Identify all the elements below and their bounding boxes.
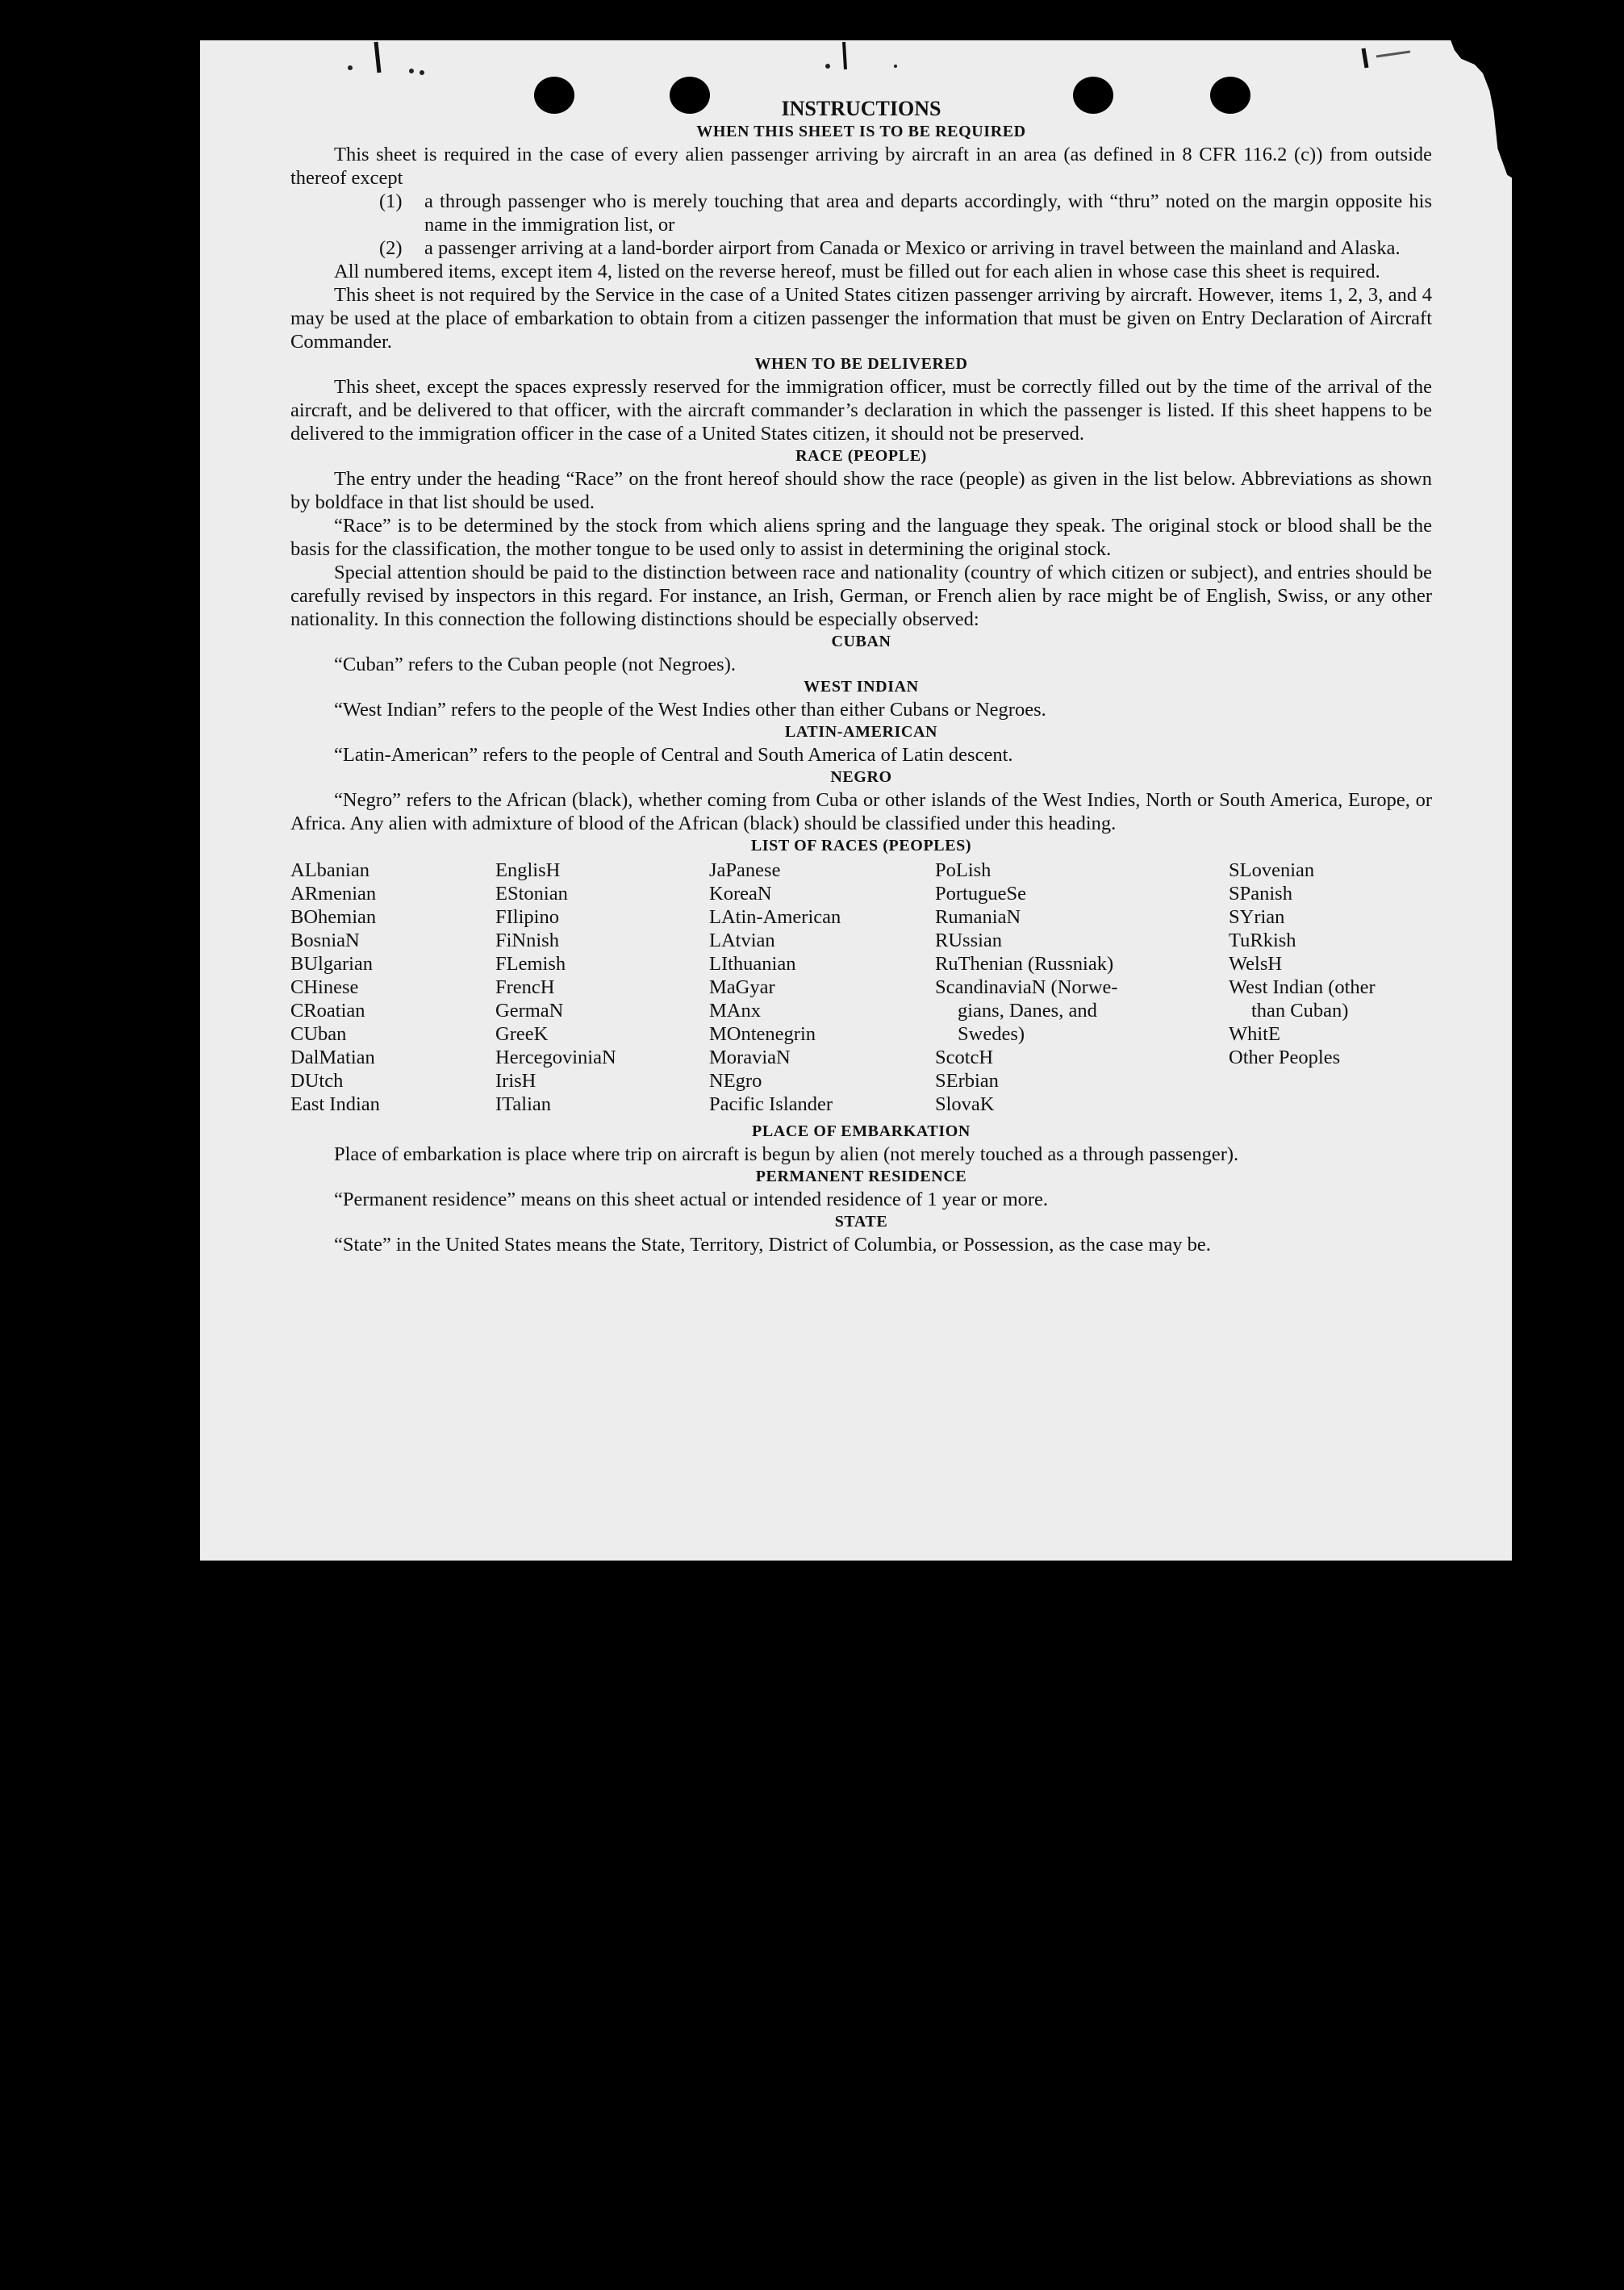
race-entry: CUban — [290, 1023, 347, 1045]
heading-permanent-residence: PERMANENT RESIDENCE — [755, 1168, 967, 1185]
race-paragraph-2: “Race” is to be determined by the stock from which aliens spring and the language they speak. The original stock or blood shall be the basis for the classification, the mother tongue to be used only to assist in determining the original stock. — [290, 515, 1432, 560]
numbered-items-paragraph: All numbered items, except item 4, listed on the reverse hereof, must be filled out for each alien in whose case this sheet is required. — [334, 261, 1380, 282]
embarkation-definition: Place of embarkation is place where trip on aircraft is begun by alien (not merely touched as a through passenger). — [334, 1143, 1239, 1165]
race-entry: RuThenian (Russniak) — [935, 953, 1114, 975]
cuban-definition: “Cuban” refers to the Cuban people (not Negroes). — [334, 654, 736, 675]
race-entry: WhitE — [1229, 1023, 1280, 1045]
document-sheet — [200, 40, 1512, 1561]
race-entry: ScotcH — [935, 1047, 994, 1068]
race-entry: SErbian — [935, 1070, 999, 1092]
exception-item-2 — [290, 236, 1432, 260]
race-entry: MAnx — [709, 1000, 761, 1022]
race-entry: JaPanese — [709, 859, 781, 881]
delivered-paragraph: This sheet, except the spaces expressly reserved for the immigration officer, must be correctly filled out by the time of the arrival of the aircraft, and be delivered to that officer, with the aircraft commander’s declaration in which the passenger is listed. If this sheet happens to be delivered to the immigration officer in the case of a United States citizen, it should not be preserved. — [290, 376, 1432, 445]
exception-text: a passenger arriving at a land-border airport from Canada or Mexico or arriving in travel between the mainland and Alaska. — [424, 237, 1401, 259]
heading-latin-american: LATIN-AMERICAN — [784, 723, 938, 741]
exception-text: a through passenger who is merely touching that area and departs accordingly, with “thru” noted on the margin opposite his name in the immigration list, or — [424, 190, 1432, 236]
race-entry: HercegoviniaN — [495, 1047, 616, 1068]
race-entry: EnglisH — [495, 859, 561, 881]
residence-definition: “Permanent residence” means on this sheet actual or intended residence of 1 year or more. — [334, 1189, 1049, 1210]
race-entry: LAtin-American — [709, 906, 841, 928]
race-entry: FiNnish — [495, 930, 559, 951]
heading-when-required: WHEN THIS SHEET IS TO BE REQUIRED — [696, 123, 1026, 140]
race-entry: ITalian — [495, 1093, 552, 1115]
race-entry: ScandinaviaN (Norwe- — [935, 976, 1118, 998]
races-column-5 — [1229, 859, 1432, 1116]
heading-race: RACE (PEOPLE) — [795, 447, 927, 465]
required-intro: This sheet is required in the case of every alien passenger arriving by aircraft in an area (as defined in 8 CFR 116.2 (c)) from outside thereof except — [290, 144, 1432, 189]
race-entry: RUssian — [935, 930, 1003, 951]
race-entry: SYrian — [1229, 906, 1285, 928]
race-entry: ALbanian — [290, 859, 369, 881]
heading-when-delivered: WHEN TO BE DELIVERED — [754, 355, 968, 373]
race-entry: West Indian (other — [1229, 976, 1376, 998]
race-entry: SlovaK — [935, 1093, 995, 1115]
race-entry: FLemish — [495, 953, 566, 975]
race-entry: GermaN — [495, 1000, 564, 1022]
exception-number: (2) — [379, 237, 403, 259]
race-entry: ARmenian — [290, 883, 377, 905]
latin-american-definition: “Latin-American” refers to the people of Central and South America of Latin descent. — [334, 744, 1013, 766]
race-entry: MOntenegrin — [709, 1023, 816, 1045]
race-entry: PoLish — [935, 859, 992, 881]
race-entry: RumaniaN — [935, 906, 1021, 928]
race-entry: Swedes) — [958, 1023, 1025, 1045]
state-definition: “State” in the United States means the State, Territory, District of Columbia, or Possession, as the case may be. — [334, 1234, 1211, 1256]
exception-number: (1) — [379, 190, 403, 212]
heading-list-of-races: LIST OF RACES (PEOPLES) — [750, 837, 972, 855]
race-entry: BOhemian — [290, 906, 377, 928]
race-entry: FrencH — [495, 976, 555, 998]
page-title: INSTRUCTIONS — [781, 97, 941, 120]
races-column-1 — [290, 859, 495, 1116]
race-entry: PortugueSe — [935, 883, 1026, 905]
races-column-2 — [495, 859, 709, 1116]
race-entry: MoraviaN — [709, 1047, 791, 1068]
race-paragraph-3: Special attention should be paid to the distinction between race and nationality (country of which citizen or subject), and entries should be carefully revised by inspectors in this regard. For instance, an Irish, German, or French alien by race might be of English, Swiss, or any other nationality. In this connection the following distinctions should be especially observed: — [290, 562, 1432, 630]
scan-specks — [200, 40, 1512, 89]
race-entry: gians, Danes, and — [958, 1000, 1097, 1022]
negro-definition: “Negro” refers to the African (black), whether coming from Cuba or other islands of the West Indies, North or South America, Europe, or Africa. Any alien with admixture of blood of the African (black) should be classified under this heading. — [290, 789, 1432, 834]
heading-state: STATE — [834, 1213, 888, 1231]
race-entry: KoreaN — [709, 883, 772, 905]
race-entry: CRoatian — [290, 1000, 365, 1022]
race-entry: IrisH — [495, 1070, 536, 1092]
race-entry: Pacific Islander — [709, 1093, 833, 1115]
race-entry: Other Peoples — [1229, 1047, 1341, 1068]
race-entry: LAtvian — [709, 930, 775, 951]
race-entry: East Indian — [290, 1093, 380, 1115]
race-entry: NEgro — [709, 1070, 762, 1092]
race-entry: EStonian — [495, 883, 568, 905]
race-entry: TuRkish — [1229, 930, 1296, 951]
heading-west-indian: WEST INDIAN — [804, 678, 919, 696]
race-entry: CHinese — [290, 976, 359, 998]
citizen-paragraph: This sheet is not required by the Service in the case of a United States citizen passenger arriving by aircraft. However, items 1, 2, 3, and 4 may be used at the place of embarkation to obtain from a citizen passenger the information that must be given on Entry Declaration of Aircraft Commander. — [290, 284, 1432, 353]
race-entry: FIlipino — [495, 906, 559, 928]
race-entry: LIthuanian — [709, 953, 796, 975]
race-entry: SLovenian — [1229, 859, 1315, 881]
race-paragraph-1: The entry under the heading “Race” on the front hereof should show the race (people) as given in the list below. Abbreviations as shown by boldface in that list should be used. — [290, 468, 1432, 513]
race-entry: BosniaN — [290, 930, 360, 951]
race-entry: SPanish — [1229, 883, 1292, 905]
race-entry: BUlgarian — [290, 953, 374, 975]
races-column-4 — [935, 859, 1229, 1116]
heading-cuban: CUBAN — [831, 633, 891, 650]
heading-negro: NEGRO — [830, 768, 892, 786]
exception-item-1 — [290, 190, 1432, 236]
instructions-content — [290, 95, 1432, 1256]
heading-place-of-embarkation: PLACE OF EMBARKATION — [752, 1122, 971, 1140]
race-entry: WelsH — [1229, 953, 1283, 975]
races-list — [290, 859, 1432, 1116]
race-entry: MaGyar — [709, 976, 775, 998]
west-indian-definition: “West Indian” refers to the people of the West Indies other than either Cubans or Negroes. — [334, 699, 1046, 721]
race-entry: DUtch — [290, 1070, 344, 1092]
race-entry: than Cuban) — [1251, 1000, 1349, 1022]
races-column-3 — [709, 859, 935, 1116]
race-entry: DalMatian — [290, 1047, 375, 1068]
race-entry: GreeK — [495, 1023, 549, 1045]
